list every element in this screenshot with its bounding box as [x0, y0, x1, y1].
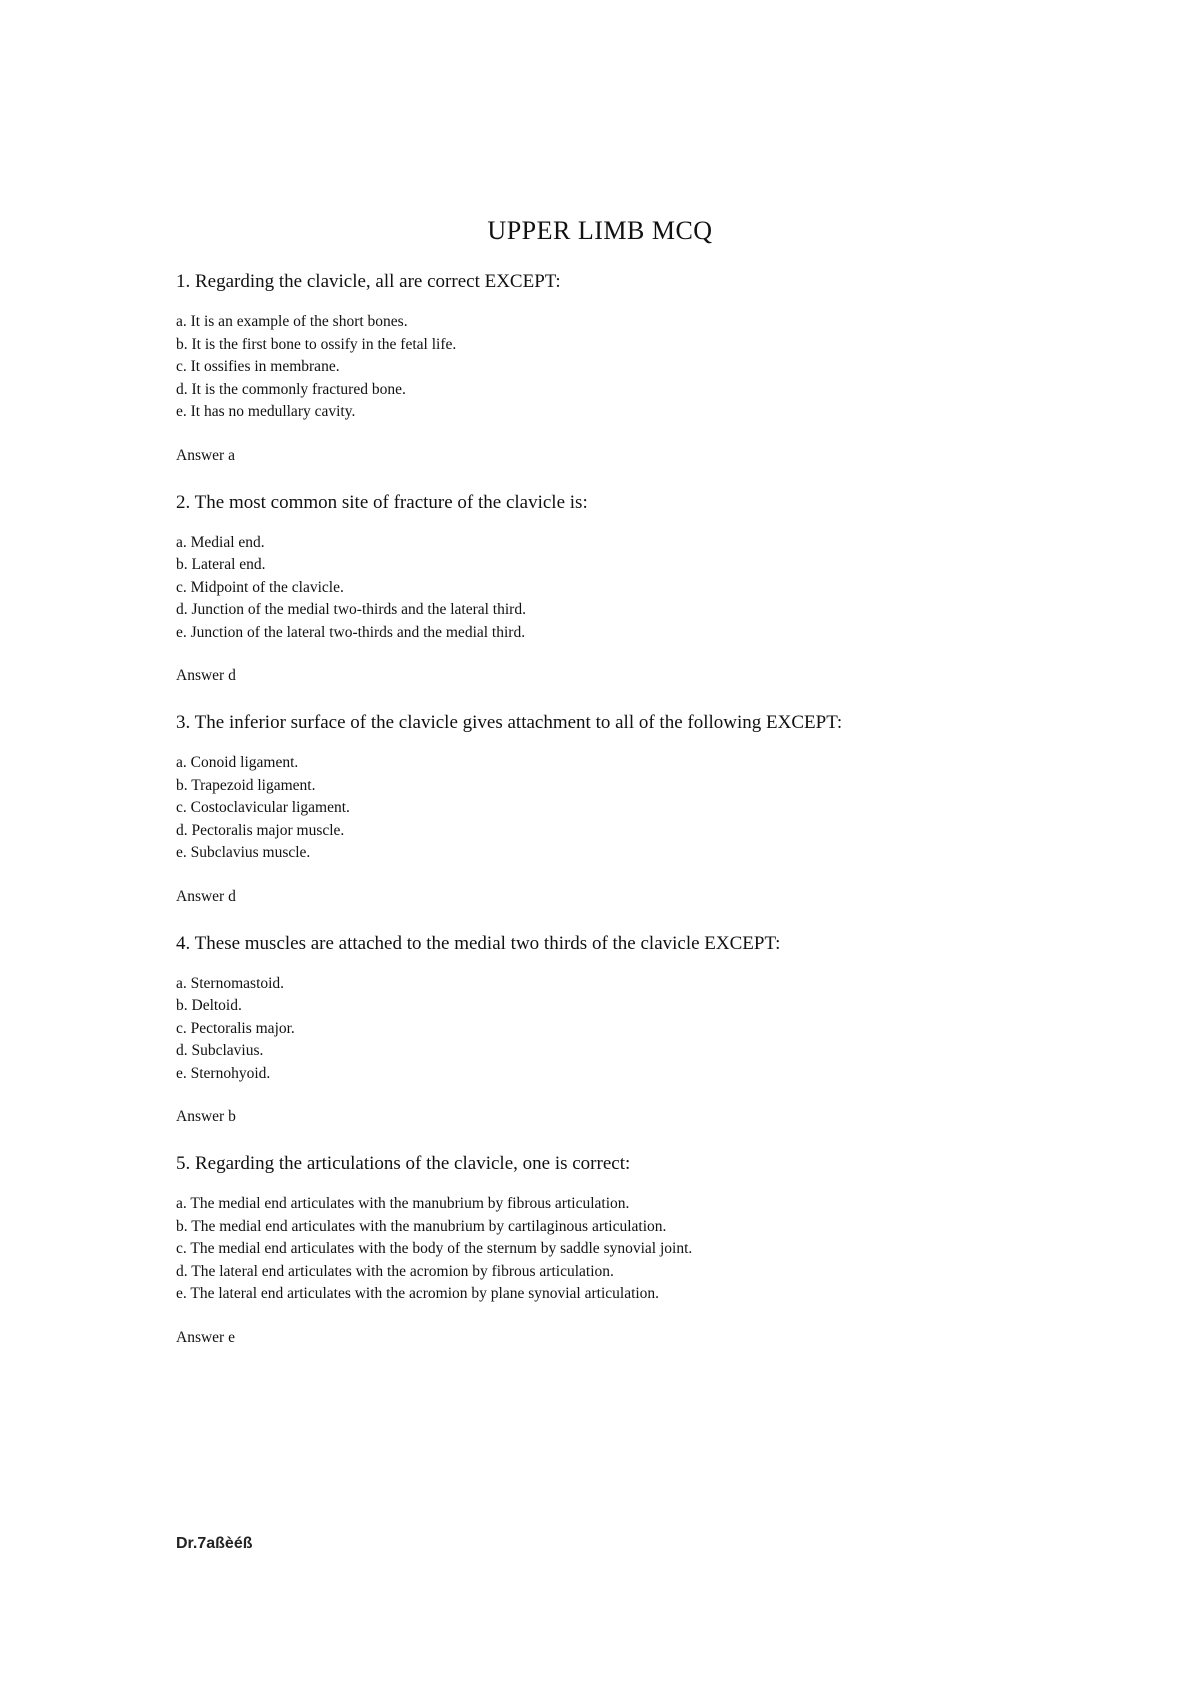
option-e: e. Junction of the lateral two-thirds and the medial third. — [176, 623, 526, 641]
option-d: d. Pectoralis major muscle. — [176, 821, 345, 839]
option-c: c. The medial end articulates with the body of the sternum by saddle synovial joint. — [176, 1240, 693, 1257]
option-a: a. Conoid ligament. — [176, 754, 299, 771]
answer-text: Answer a — [176, 446, 235, 464]
option-b: b. Trapezoid ligament. — [176, 776, 316, 794]
option-e: e. Subclavius muscle. — [176, 844, 311, 861]
question-3 — [176, 711, 896, 908]
question-5 — [176, 1152, 896, 1349]
option-b: b. Deltoid. — [176, 997, 242, 1014]
option-list — [176, 752, 896, 865]
page-title: UPPER LIMB MCQ — [487, 216, 713, 245]
option-d: d. Junction of the medial two-thirds and the lateral third. — [176, 601, 526, 618]
answer-text: Answer d — [176, 887, 236, 905]
option-list — [176, 311, 896, 424]
option-e: e. The lateral end articulates with the acromion by plane synovial articulation. — [176, 1285, 660, 1302]
option-d: d. The lateral end articulates with the acromion by fibrous articulation. — [176, 1262, 614, 1280]
option-list — [176, 532, 896, 645]
question-text: 1. Regarding the clavicle, all are correct EXCEPT: — [176, 271, 561, 292]
question-text: 3. The inferior surface of the clavicle gives attachment to all of the following EXCEPT: — [176, 712, 843, 733]
author-signature: Dr.7aßèéß — [176, 1535, 253, 1552]
option-d: d. It is the commonly fractured bone. — [176, 380, 406, 398]
option-e: e. Sternohyoid. — [176, 1064, 271, 1082]
option-b: b. Lateral end. — [176, 556, 266, 573]
answer-text: Answer e — [176, 1328, 235, 1346]
question-text: 4. These muscles are attached to the medial two thirds of the clavicle EXCEPT: — [176, 932, 781, 954]
question-text: 2. The most common site of fracture of the clavicle is: — [176, 491, 588, 513]
option-b: b. It is the first bone to ossify in the fetal life. — [176, 335, 457, 353]
option-a: a. The medial end articulates with the manubrium by fibrous articulation. — [176, 1195, 630, 1212]
answer-text: Answer d — [176, 667, 236, 684]
answer-text: Answer b — [176, 1108, 236, 1125]
option-list — [176, 1193, 896, 1306]
question-text: 5. Regarding the articulations of the clavicle, one is correct: — [176, 1153, 631, 1174]
question-4 — [176, 932, 896, 1129]
option-c: c. Costoclavicular ligament. — [176, 799, 350, 816]
option-e: e. It has no medullary cavity. — [176, 403, 356, 420]
option-c: c. Midpoint of the clavicle. — [176, 578, 344, 596]
option-d: d. Subclavius. — [176, 1042, 264, 1059]
option-list — [176, 973, 896, 1086]
option-c: c. It ossifies in membrane. — [176, 358, 340, 375]
option-a: a. Medial end. — [176, 533, 265, 551]
option-b: b. The medial end articulates with the manubrium by cartilaginous articulation. — [176, 1217, 667, 1235]
question-2 — [176, 491, 896, 688]
option-a: a. It is an example of the short bones. — [176, 313, 408, 330]
question-list — [176, 270, 896, 1373]
option-a: a. Sternomastoid. — [176, 974, 285, 992]
question-1 — [176, 270, 896, 467]
option-c: c. Pectoralis major. — [176, 1019, 295, 1037]
